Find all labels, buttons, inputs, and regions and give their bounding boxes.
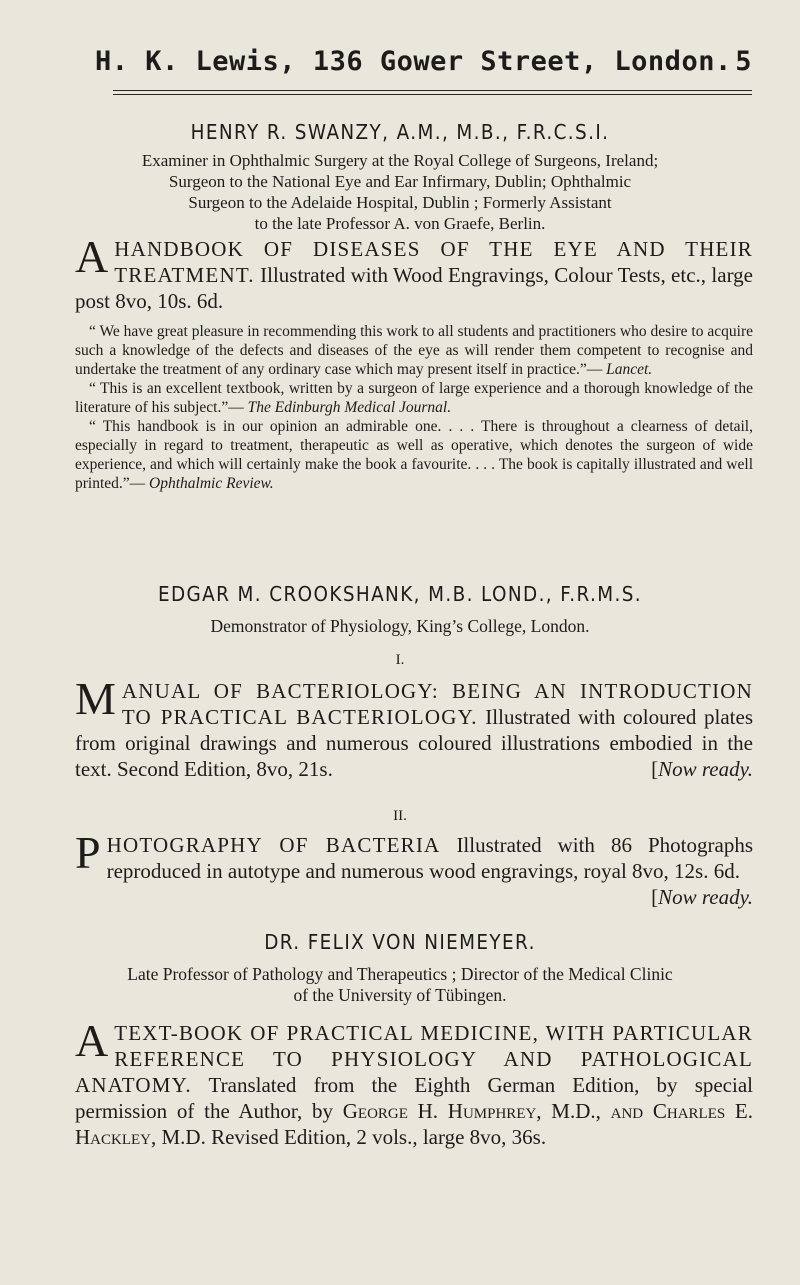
review-quotes [75,322,753,493]
author-heading: HENRY R. SWANZY, A.M., M.B., F.R.C.S.I. [190,120,610,144]
book-title: TEXT-BOOK OF PRACTICAL MEDICINE, WITH PARTICULAR REFERENCE TO PHYSIOLOGY AND PATHOLOGICAL ANATOMY. [75,1021,753,1097]
availability-note: [Now ready. [651,885,753,909]
running-head [95,46,752,77]
author-credentials: Late Professor of Pathology and Therapeutics ; Director of the Medical Clinic of the University of Tübingen. [127,964,673,1005]
drop-cap: A [75,1015,109,1066]
book-entry [75,1015,754,1150]
book-details: Illustrated with coloured plates from original drawings and numerous coloured illustrations embodied in the text. Second Edition, 8vo, 21s. [75,705,753,781]
header-rule [113,90,752,91]
section-numeral: I. [395,652,405,668]
author-heading: DR. FELIX VON NIEMEYER. [264,930,536,954]
page-number: 5 [735,46,752,77]
header-rule-thin [113,94,752,95]
book-details: Illustrated with 86 Photographs reproduced in autotype and numerous wood engravings, royal 8vo, 12s. 6d. [106,833,753,883]
book-entry [75,827,753,910]
review-quote: “ This handbook is in our opinion an admirable one. . . . There is throughout a clearness of detail, especially in regard to treatment, therapeutic as well as operative, which denotes the surgeon of wide experience, and which will certainly make the book a favourite. . . . The book is capitally illustrated and well printed.”— Ophthalmic Review. [75,418,753,492]
book-title: HANDBOOK OF DISEASES OF THE EYE AND THEIR TREATMENT. [114,237,753,287]
book-entry [75,673,753,782]
author-credentials: Demonstrator of Physiology, King’s College, London. [210,616,590,636]
book-entry [75,231,753,314]
drop-cap: A [75,231,109,282]
book-title: HOTOGRAPHY OF BACTERIA [106,833,441,857]
review-quote: “ This is an excellent textbook, written by a surgeon of large experience and a thorough knowledge of the literature of his subject.”— The Edinburgh Medical Journal. [75,380,753,416]
book-title: ANUAL OF BACTERIOLOGY: BEING AN INTRODUCTION TO PRACTICAL BACTERIOLOGY. [121,679,753,729]
author-heading: EDGAR M. CROOKSHANK, M.B. LOND., F.R.M.S. [157,582,643,606]
drop-cap: P [75,827,101,878]
book-details: Translated from the Eighth German Edition, by special permission of the Author, by [75,1073,753,1123]
review-quote: “ We have great pleasure in recommending this work to all students and practitioners who desire to acquire such a knowledge of the defects and diseases of the eye as will render them competent to recognise and undertake the treatment of any ordinary case which may present itself in practice.”— Lancet. [75,323,753,378]
publisher-address: H. K. Lewis, 136 Gower Street, London. [95,46,732,77]
translators: George H. Humphrey, M.D., and Charles E. Hackley, M.D. [75,1099,754,1149]
book-details-edition: Revised Edition, 2 vols., large 8vo, 36s. [211,1125,547,1149]
author-credentials: Examiner in Ophthalmic Surgery at the Royal College of Surgeons, Ireland; Surgeon to the National Eye and Ear Infirmary, Dublin; Ophthalmic Surgeon to the Adelaide Hospital, Dublin ; Formerly Assistant to the late Professor A. von Graefe, Berlin. [141,151,659,233]
drop-cap: M [75,673,116,724]
section-numeral: II. [393,808,407,824]
book-details: Illustrated with Wood Engravings, Colour Tests, etc., large post 8vo, 10s. 6d. [75,263,753,313]
availability-note: [Now ready. [651,757,753,781]
